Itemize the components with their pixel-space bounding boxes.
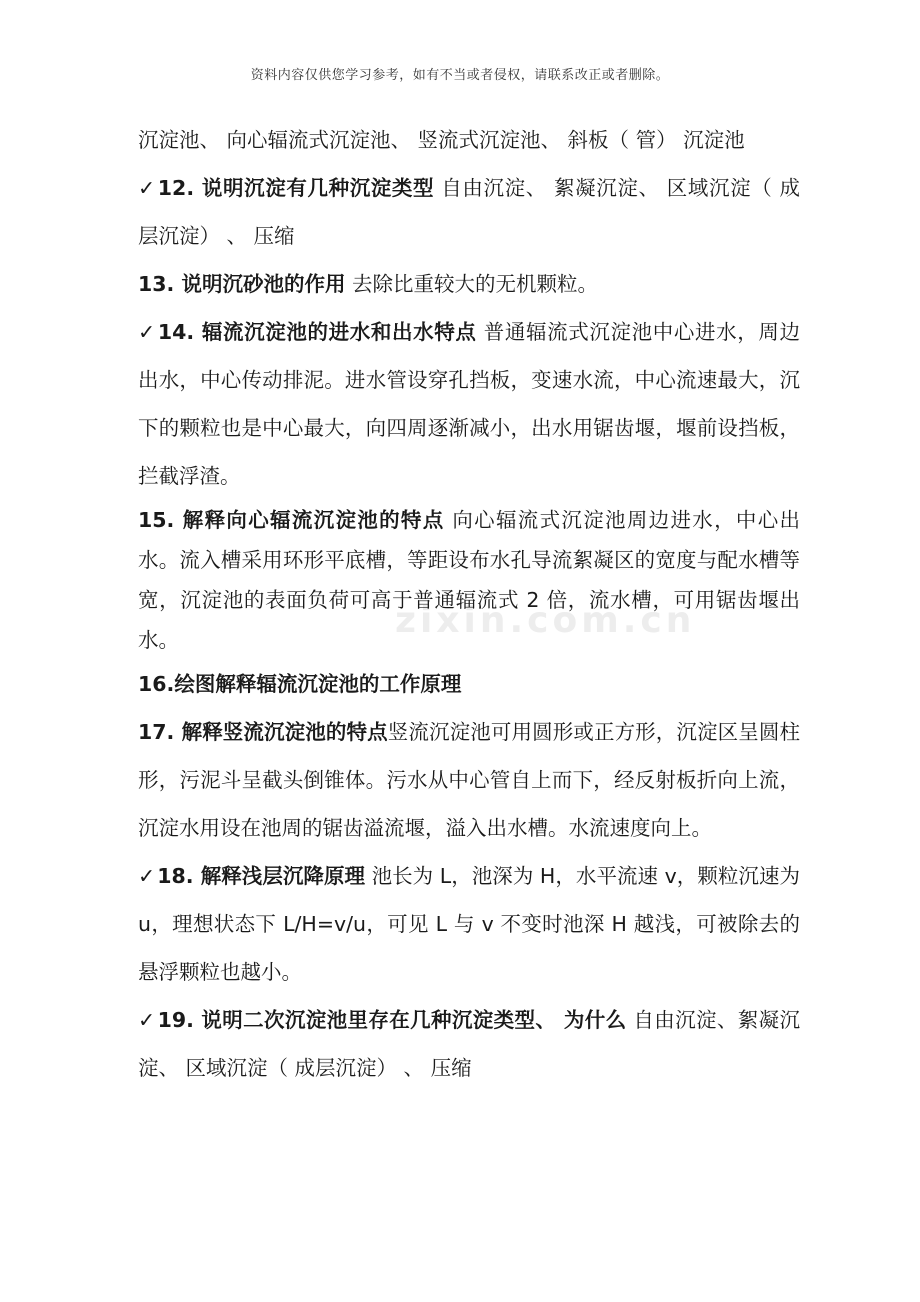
answer-text: 沉淀池、 向心辐流式沉淀池、 竖流式沉淀池、 斜板（ 管） 沉淀池 <box>138 128 745 152</box>
list-item <box>138 260 800 308</box>
question-text: 14. 辐流沉淀池的进水和出水特点 <box>157 320 477 344</box>
list-item <box>138 116 800 164</box>
question-text: 15. 解释向心辐流沉淀池的特点 <box>138 508 445 532</box>
list-item <box>138 660 800 708</box>
question-text: 12. 说明沉淀有几种沉淀类型 <box>157 176 435 200</box>
answer-text: 自由沉淀、 絮凝沉淀、 区域沉淀（ 成层沉淀） 、 压缩 <box>138 176 800 248</box>
answer-text: 去除比重较大的无机颗粒。 <box>345 272 598 296</box>
checkmark-icon: ✓ <box>138 1008 156 1032</box>
answer-text: 竖流沉淀池可用圆形或正方形，沉淀区呈圆柱形，污泥斗呈截头倒锥体。污水从中心管自上而下，经反射板折向上流，沉淀水用设在池周的锯齿溢流堰，溢入出水槽。水流速度向上。 <box>138 720 801 840</box>
question-text: 16.绘图解释辐流沉淀池的工作原理 <box>138 672 462 696</box>
question-text: 13. 说明沉砂池的作用 <box>138 272 346 296</box>
list-item <box>138 852 800 996</box>
list-item <box>138 164 800 260</box>
question-text: 18. 解释浅层沉降原理 <box>157 864 366 888</box>
page-header-note: 资料内容仅供您学习参考，如有不当或者侵权，请联系改正或者删除。 <box>250 68 670 83</box>
question-text: 17. 解释竖流沉淀池的特点 <box>138 720 388 744</box>
checkmark-icon: ✓ <box>138 176 156 200</box>
watermark: zixin.com.cn <box>395 600 696 641</box>
list-item <box>138 308 800 500</box>
checkmark-icon: ✓ <box>138 320 156 344</box>
checkmark-icon: ✓ <box>138 864 156 888</box>
list-item <box>138 500 800 660</box>
document-body <box>138 116 800 1092</box>
question-text: 19. 说明二次沉淀池里存在几种沉淀类型、 为什么 <box>157 1008 627 1032</box>
list-item <box>138 708 800 852</box>
answer-text: 向心辐流式沉淀池周边进水，中心出水。流入槽采用环形平底槽，等距设布水孔导流絮凝区的宽度与配水槽等宽，沉淀池的表面负荷可高于普通辐流式 2 倍，流水槽，可用锯齿堰出水。 <box>138 508 801 652</box>
answer-text: 普通辐流式沉淀池中心进水，周边出水，中心传动排泥。进水管设穿孔挡板，变速水流，中心流速最大，沉下的颗粒也是中心最大，向四周逐渐减小，出水用锯齿堰，堰前设挡板，拦截浮渣。 <box>138 320 800 488</box>
answer-text: 池长为 L，池深为 H，水平流速 v，颗粒沉速为 u，理想状态下 L/H=v/u，可见 L 与 v 不变时池深 H 越浅，可被除去的悬浮颗粒也越小。 <box>138 864 800 984</box>
list-item <box>138 996 800 1092</box>
answer-text: 自由沉淀、絮凝沉淀、 区域沉淀（ 成层沉淀） 、 压缩 <box>138 1008 800 1080</box>
